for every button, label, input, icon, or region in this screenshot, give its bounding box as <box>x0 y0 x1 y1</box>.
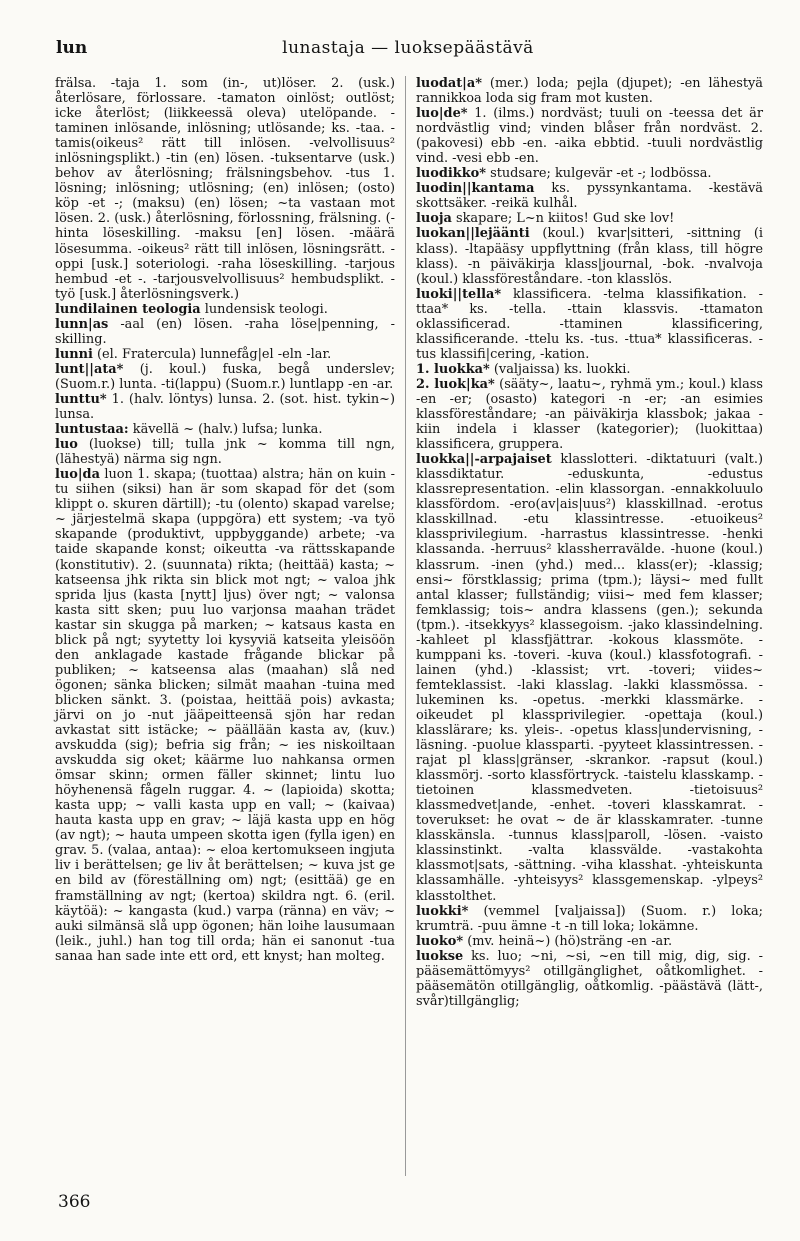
right-column <box>416 76 763 1009</box>
entry-headword: luntustaa: <box>55 422 129 438</box>
entry-headword: luokse <box>416 948 464 964</box>
entry-definition: luon 1. skapa; (tuottaa) alstra; hän on kuin -tu siihen (siksi) han är som skapad för det (som klippt o. skuren därtill); -tu (olento) skapad varelse; ~ järjestelmä skapa (uppgöra) ett system; -va työ skapande (produktivt, uppbyggande) arbete; -va taide skapande konst; oikeutta -va rättsskapande (konstitutiv). 2. (suunnata) rikta; (heittää) kasta; ~ katseensa jhk rikta sin blick mot ngt; ~ valoa jhk sprida ljus (kasta [nytt] ljus) över ngt; ~ valonsa kasta sitt sken; puu luo varjonsa maahan trädet kastar sin skugga på marken; ~ katsaus kasta en blick på ngt; syytetty loi kysyviä katseita yleisöön den anklagade kastade frågande blickar på publiken; ~ katseensa alas (maahan) slå ned ögonen; sänka blicken; silmät maahan -tuina med blicken sänkt. 3. (poistaa, heittää pois) avkasta; järvi on jo -nut jääpeitteensä sjön har redan avkastat sitt istäcke; ~ päällään kasta av, (kuv.) avskudda (sig); befria sig från; ~ ies niskoiltaan avskudda sig oket; käärme luo nahkansa ormen ömsar skinn; ormen fäller skinnet; lintu luo höyhenensä fågeln ruggar. 4. ~ (lapioida) skotta; kasta upp; ~ valli kasta upp en vall; ~ (kaivaa) hauta kasta upp en grav; ~ läjä kasta upp en hög (av ngt); ~ hauta umpeen skotta igen (fylla igen) en grav. 5. (valaa, antaa): ~ eloa kertomukseen ingjuta liv i berättelsen; ge liv åt berättelsen; ~ kuva jst ge en bild av (föreställning om) ngt; (esittää) ge en framställning av ngt; (kertoa) skildra ngt. 6. (eril. käytöä): ~ kangasta (kud.) varpa (ränna) en väv; ~ auki silmänsä slå upp ögonen; hän loihe lausumaan (leik., juhl.) han tog till orda; hän ei sanonut -tua sanaa han sade inte ett ord, ett knyst; han molteg. <box>55 467 395 964</box>
entry-headword: luoja <box>416 211 452 227</box>
dictionary-entry <box>416 377 763 452</box>
entry-definition: skapare; L~n kiitos! Gud ske lov! <box>451 211 675 227</box>
entry-definition: klasslotteri. -diktatuuri (valt.) klassdiktatur. -eduskunta, -edustus klassrepresentation. -elin klassorgan. -ennakkoluulo klassfördom. -ero(av|ais|uus²) klasskillnad. -erotus klasskillnad. -etu klassintresse. -etuoikeus² klassprivilegium. -harrastus klassintresse. -henki klassanda. -herruus² klassherravälde. -huone (koul.) klassrum. -inen (yhd.) med... klass(er); -klassig; ensi~ förstklassig; prima (tpm.); läysi~ med fullt antal klasser; fullständig; viisi~ med fem klasser; femklassig; tois~ andra klassens (gen.); sekunda (tpm.). -itsekkyys² klassegoism. -jako klassindelning. -kahleet pl klassfjättrar. -kokous klassmöte. -kumppani ks. -toveri. -kuva (koul.) klassfotografi. -lainen (yhd.) -klassist; vrt. -toveri; viides~ femteklassist. -laki klasslag. -lakki klassmössa. -lukeminen ks. -opetus. -merkki klassmärke. -oikeudet pl klassprivilegier. -opettaja (koul.) klasslärare; ks. yleis-. -opetus klass|undervisning, -läsning. -puolue klassparti. -pyyteet klassintressen. -rajat pl klass|gränser, -skrankor. -rapsut (koul.) klassmörj. -sorto klassförtryck. -taistelu klasskamp. -tietoinen klassmedveten. -tietoisuus² klassmedvet|ande, -enhet. -toveri klasskamrat. -toverukset: he ovat ~ de är klasskamrater. -tunne klasskänsla. -tunnus klass|paroll, -lösen. -vaisto klassinstinkt. -valta klassvälde. -vastakohta klassmot|sats, -sättning. -viha klasshat. -yhteiskunta klassamhälle. -yhteisyys² klassgemenskap. -ylpeys² klasstolthet. <box>416 452 763 904</box>
entry-definition: -aal (en) lösen. -raha löse|penning, -skilling. <box>55 316 395 347</box>
entry-definition: (sääty~, laatu~, ryhmä ym.; koul.) klass -en -er; (osasto) kategori -n -er; -an esimies klassföreståndare; -an päiväkirja klassbok; jakaa -kiin indela i klasser (kategorier); (luokittaa) klassificera, gruppera. <box>416 376 763 453</box>
dictionary-entry <box>416 226 763 286</box>
dictionary-entry <box>55 76 395 302</box>
entry-definition: (el. Fratercula) lunnefåg|el -eln -lar. <box>92 346 332 362</box>
dictionary-entry <box>416 166 763 181</box>
dictionary-entry <box>55 347 395 362</box>
entry-headword: luoko* <box>416 933 464 949</box>
dictionary-entry <box>416 904 763 934</box>
entry-headword: 2. luok|ka* <box>416 376 495 392</box>
entry-definition: kävellä ~ (halv.) lufsa; lunka. <box>128 422 323 438</box>
entry-headword: luokki* <box>416 903 469 919</box>
entry-definition: (mer.) loda; pejla (djupet); -en lähestyä rannikkoa loda sig fram mot kusten. <box>416 76 763 107</box>
entry-definition: 1. (halv. löntys) lunsa. 2. (sot. hist. tykin~) lunsa. <box>55 391 395 423</box>
entry-definition: lundensisk teologi. <box>200 301 328 317</box>
entry-headword: luodikko* <box>416 166 486 182</box>
entry-headword: luodat|a* <box>416 76 482 91</box>
dictionary-entry <box>416 452 763 903</box>
entry-headword: luo|da <box>55 467 100 483</box>
dictionary-entry <box>55 302 395 317</box>
entry-definition: (mv. heinä~) (hö)sträng -en -ar. <box>463 933 673 949</box>
entry-headword: lundilainen teologia <box>55 301 201 317</box>
entry-headword: 1. luokka* <box>416 361 490 377</box>
dictionary-entry <box>55 467 395 964</box>
dictionary-entry <box>416 362 763 377</box>
page-number: 366 <box>58 1192 91 1212</box>
entry-definition: (j. koul.) fuska, begå underslev; (Suom.r.) lunta. -ti(lappu) (Suom.r.) luntlapp -en -ar. <box>55 361 395 392</box>
dictionary-entry <box>416 949 763 1009</box>
entry-headword: lunni <box>55 346 93 362</box>
entry-headword: luokan||lejäänti <box>416 226 530 242</box>
running-title: lunastaja — luoksepäästävä <box>282 38 534 58</box>
dictionary-entry <box>416 211 763 226</box>
entry-headword: luo|de* <box>416 106 468 122</box>
entry-definition: klassificera. -telma klassifikation. -ttaa* ks. -tella. -ttain klassvis. -ttamaton oklassificerad. -ttaminen klassificering, klassificerande. -ttelu ks. -tus. -ttua* klassificeras. -tus klassifi|cering, -kation. <box>416 286 763 362</box>
entry-definition: 1. (ilms.) nordväst; tuuli on -teessa det är nordvästlig vind; vinden blåser från nordväst. 2. (pakovesi) ebb -en. -aika ebbtid. -tuuli nordvästlig vind. -vesi ebb -en. <box>416 106 763 167</box>
dictionary-entry <box>55 392 395 422</box>
entry-headword: lunt||ata* <box>55 361 124 377</box>
dictionary-entry <box>416 76 763 106</box>
dictionary-entry <box>55 362 395 392</box>
entry-definition: frälsa. -taja 1. som (in-, ut)löser. 2. (usk.) återlösare, förlossare. -tamaton oinlöst; outlöst; icke återlöst; (liikkeessä oleva) utelöpande. -taminen inlösande, inlösning; utlösande; ks. -taa. -tamis(oikeus² rätt till inlösen. -velvollisuus² inlösningsplikt.) -tin (en) lösen. -tuksentarve (usk.) behov av återlösning; frälsningsbehov. -tus 1. lösning; inlösning; utlösning; (en) inlösen; (osto) köp -et -; (maksu) (en) lösen; ~ta vastaan mot lösen. 2. (usk.) återlösning, förlossning, frälsning. (-hinta löseskilling. -maksu [en] lösen. -määrä lösesumma. -oikeus² rätt till inlösen, lösningsrätt. -oppi [usk.] soteriologi. -raha löseskilling. -tarjous hembud -et -. -tarjousvelvollisuus² hembudsplikt. -työ [usk.] återlösningsverk.) <box>55 76 395 302</box>
entry-definition: (vemmel [valjaissa]) (Suom. r.) loka; krumträ. -puu ämne -t -n till loka; lokämne. <box>416 903 763 934</box>
dictionary-entry <box>416 287 763 362</box>
left-column <box>55 76 395 964</box>
entry-definition: (luokse) till; tulla jnk ~ komma till ngn, (lähestyä) närma sig ngn. <box>55 437 395 468</box>
entry-definition: (koul.) kvar|sitteri, -sittning (i klass). -ltapääsy uppflyttning (från klass, till högre klass). -n päiväkirja klass|journal, -bok. -nvalvoja (koul.) klassföreståndare. -ton klasslös. <box>416 226 763 287</box>
entry-headword: luokka||-arpajaiset <box>416 452 552 468</box>
entry-definition: studsare; kulgevär -et -; lodbössa. <box>485 166 712 182</box>
entry-headword: lunttu* <box>55 391 107 407</box>
dictionary-entry <box>416 106 763 166</box>
entry-headword: luoki||tella* <box>416 286 502 302</box>
entry-headword: luo <box>55 437 78 453</box>
dictionary-entry <box>416 181 763 211</box>
entry-definition: ks. pyssynkantama. -kestävä skottsäker. -reikä kulhål. <box>416 181 763 212</box>
entry-definition: (valjaissa) ks. luokki. <box>489 361 631 377</box>
entry-definition: ks. luo; ~ni, ~si, ~en till mig, dig, sig. -pääsemättömyys² otillgänglighet, oåtkomlighet. -pääsemätön otillgänglig, oåtkomlig. -päästävä (lätt-, svår)tillgänglig; <box>416 948 763 1009</box>
dictionary-entry <box>416 934 763 949</box>
column-divider <box>405 76 406 1176</box>
dictionary-entry <box>55 317 395 347</box>
page-header <box>56 38 760 62</box>
dictionary-entry <box>55 437 395 467</box>
dictionary-entry <box>55 422 395 437</box>
entry-headword: lunn|as <box>55 316 109 332</box>
entry-headword: luodin||kantama <box>416 181 535 197</box>
guide-word: lun <box>56 38 88 58</box>
